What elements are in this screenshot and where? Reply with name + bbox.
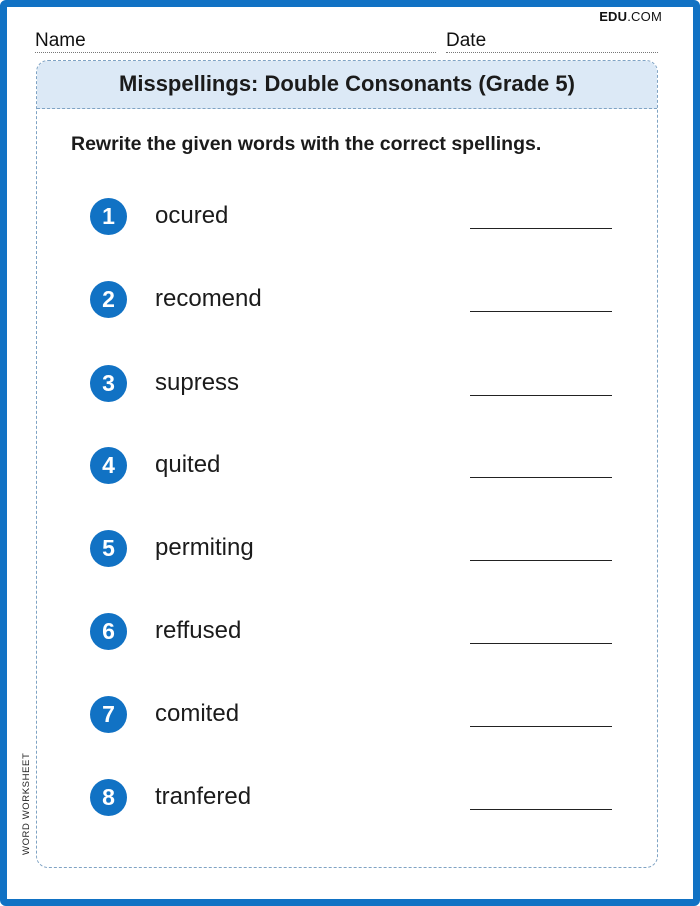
number-badge: 1 (90, 198, 127, 235)
answer-line[interactable] (470, 643, 612, 644)
list-item (37, 779, 657, 819)
answer-line[interactable] (470, 809, 612, 810)
misspelled-word: supress (155, 369, 240, 396)
misspelled-word: permiting (155, 534, 254, 561)
list-item (37, 281, 657, 321)
answer-line[interactable] (470, 477, 612, 478)
worksheet-title: Misspellings: Double Consonants (Grade 5) (37, 61, 657, 109)
answer-line[interactable] (470, 395, 612, 396)
name-field[interactable] (35, 30, 436, 53)
answer-line[interactable] (470, 560, 612, 561)
misspelled-word: tranfered (155, 783, 252, 810)
number-badge: 7 (90, 696, 127, 733)
name-label: Name (35, 30, 86, 51)
list-item (37, 365, 657, 405)
misspelled-word: ocured (155, 202, 229, 229)
misspelled-word: recomend (155, 285, 262, 312)
number-badge: 2 (90, 281, 127, 318)
list-item (37, 198, 657, 238)
date-field[interactable] (446, 30, 658, 53)
instructions-text: Rewrite the given words with the correct spellings. (71, 133, 542, 155)
number-badge: 8 (90, 779, 127, 816)
answer-line[interactable] (470, 726, 612, 727)
list-item (37, 696, 657, 736)
misspelled-word: comited (155, 700, 240, 727)
number-badge: 3 (90, 365, 127, 402)
answer-line[interactable] (470, 311, 612, 312)
worksheet-panel (36, 60, 658, 868)
date-label: Date (446, 30, 487, 51)
brand-logo: EDU.COM (599, 9, 662, 24)
number-badge: 6 (90, 613, 127, 650)
list-item (37, 530, 657, 570)
list-item (37, 447, 657, 487)
side-label: WORD WORKSHEET (21, 752, 32, 855)
misspelled-word: quited (155, 451, 221, 478)
list-item (37, 613, 657, 653)
number-badge: 5 (90, 530, 127, 567)
misspelled-word: reffused (155, 617, 242, 644)
number-badge: 4 (90, 447, 127, 484)
answer-line[interactable] (470, 228, 612, 229)
